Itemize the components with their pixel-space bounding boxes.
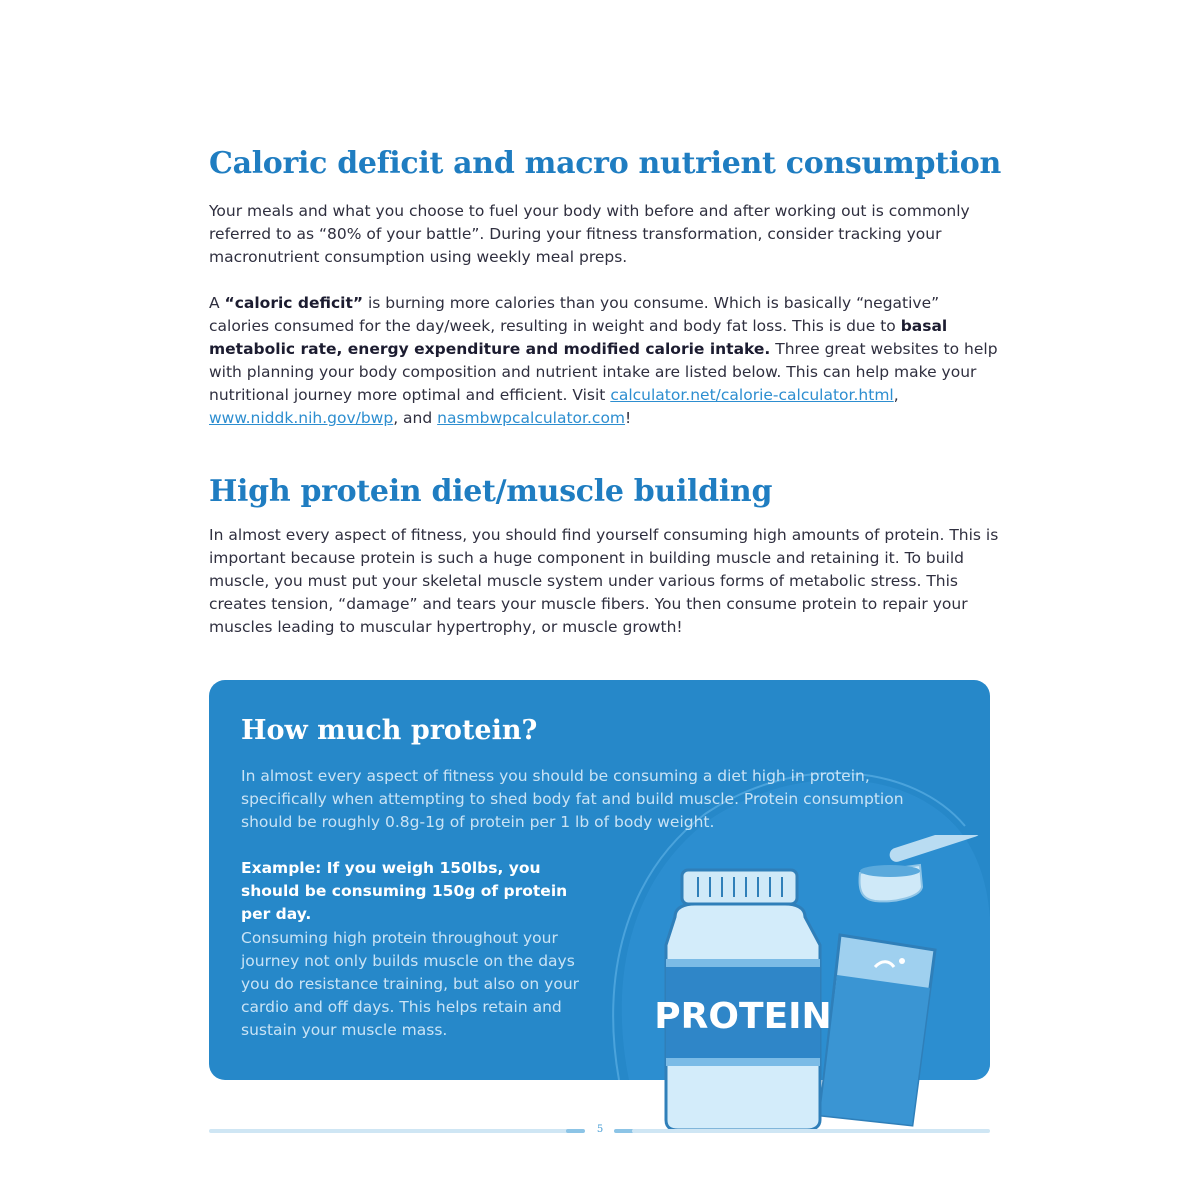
caloric-intro-paragraph: Your meals and what you choose to fuel your body with before and after working out is commonly referred to as “80% of your battle”. During your fitness transformation, consider tracking your macronutrient consumption using weekly meal preps. — [209, 202, 970, 266]
footer-accent-right — [614, 1129, 634, 1133]
protein-illustration — [650, 835, 990, 1130]
text: , and — [393, 409, 438, 427]
niddk-link[interactable]: www.niddk.nih.gov/bwp — [209, 409, 394, 427]
card-title: How much protein? — [241, 715, 538, 746]
card-intro-paragraph: In almost every aspect of fitness you should be consuming a diet high in protein, specifically when attempting to shed body fat and build muscle. Protein consumption should be roughly 0.8g-1g of protein per 1 lb of body weight. — [241, 767, 904, 831]
text: A — [209, 294, 225, 312]
bottle-label: PROTEIN — [654, 996, 832, 1037]
caloric-deficit-term: “caloric deficit” — [224, 294, 364, 312]
text: ! — [625, 409, 632, 427]
section-title-caloric-deficit: Caloric deficit and macro nutrient consumption — [209, 146, 1002, 181]
footer-accent-left — [566, 1129, 585, 1133]
text: Three great websites to help with planning your body composition and nutrient intake are listed below. This can help make your nutritional journey more optimal and efficient. Visit — [209, 340, 998, 404]
text: , — [893, 386, 899, 404]
high-protein-paragraph: In almost every aspect of fitness, you should find yourself consuming high amounts of protein. This is important because protein is such a huge component in building muscle and retaining it. To build muscle, you must put your skeletal muscle system under various forms of metabolic stress. This creates tension, “damage” and tears your muscle fibers. You then consume protein to repair your muscles leading to muscular hypertrophy, or muscle growth! — [209, 526, 999, 636]
text: is burning more calories than you consume. Which is basically “negative” calories consumed for the day/week, resulting in weight and body fat loss. This is due to — [209, 294, 940, 335]
section-title-high-protein: High protein diet/muscle building — [209, 474, 773, 509]
protein-bottle-icon — [654, 870, 831, 1130]
shake-glass-icon — [820, 935, 935, 1125]
caloric-deficit-paragraph — [209, 292, 999, 430]
footer-divider-left — [209, 1129, 569, 1133]
card-closing-paragraph: Consuming high protein throughout your journey not only builds muscle on the days you do resistance training, but also on your cardio and off days. This helps retain and sustain your muscle mass. — [241, 929, 580, 1039]
calculator-net-link[interactable]: calculator.net/calorie-calculator.html — [610, 386, 894, 404]
scoop-icon — [860, 835, 983, 901]
footer-divider-right — [632, 1129, 990, 1133]
page-number: 5 — [596, 1124, 604, 1135]
protein-example: Example: If you weigh 150lbs, you should be consuming 150g of protein per day. — [241, 859, 568, 923]
nasm-link[interactable]: nasmbwpcalculator.com — [437, 409, 626, 427]
bmr-term: basal metabolic rate, energy expenditure and modified calorie intake. — [209, 317, 948, 358]
